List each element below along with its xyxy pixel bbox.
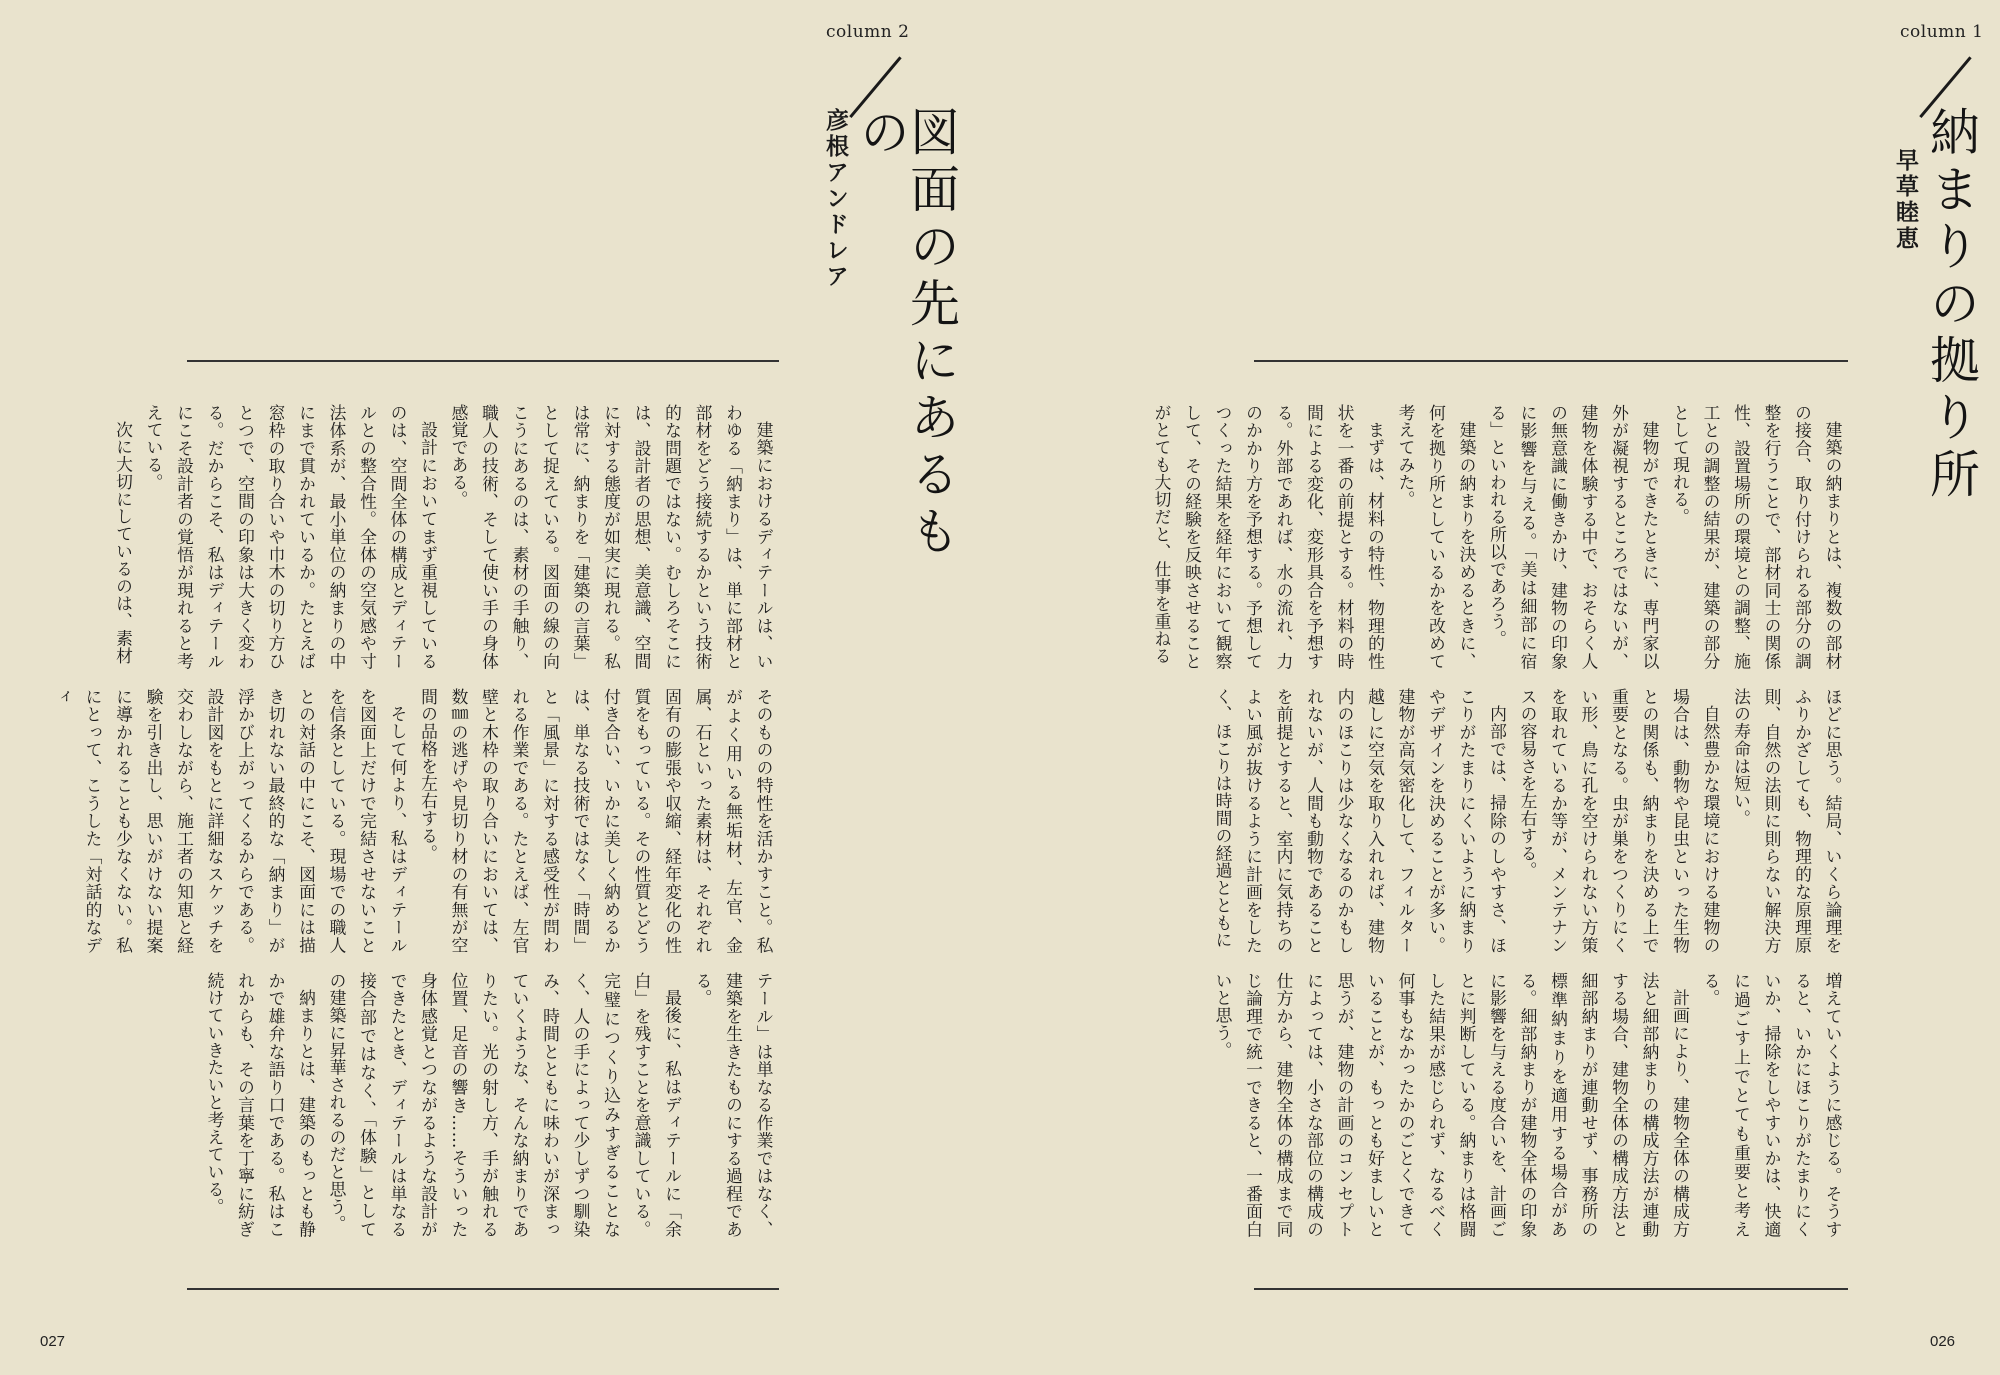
paragraph: 計画により、建物全体の構成方法と細部納まりの構成方法が連動する場合、建物全体の構成方法と細部納まりが連動せず、事務所の標準納まりを適用する場合がある。細部納まりが建物全体の印象に影響を与える度合いを、計画ごとに判断している。納まりは格闘した結果が感じられず、なるべく何事もなかったかのごとくできていることが、もっとも好ましいと思うが、建物の計画のコンセプトによっては、小さな部位の構成の仕方から、建物全体の構成まで同じ論理で統一できると、一番面白いと思う。 — [1213, 972, 1691, 1238]
column-title: 納まりの拠り所 — [1922, 106, 1980, 505]
paragraph: 設計においてまず重視しているのは、空間全体の構成とディテールとの整合性。全体の空気感や寸法体系が、最小単位の納まりの中にまで貫かれているか。たとえば窓枠の取り合いや巾木の切り方ひとつで、空間の印象は大きく変わる。だからこそ、私はディテールにこそ設計者の覚悟が現れると考えている。 — [144, 404, 439, 670]
paragraph: 内部では、掃除のしやすさ、ほこりがたまりにくいように納まりやデザインを決めることが多い。建物が高気密化して、フィルター越しに空気を取り入れれば、建物内のほこりは少なくなるのかもしれないが、人間も動物であることを前提とすると、室内に気持ちのよい風が抜けるように計画をしたく、ほこりは時間の経過とともに — [1213, 688, 1508, 954]
body-text-middle — [1213, 688, 1848, 954]
paragraph: そして何より、私はディテールを図面上だけで完結させないことを信条としている。現場での職人との対話の中にこそ、図面には描き切れない最終的な「納まり」が浮かび上がってくるからである。設計図をもとに詳細なスケッチを交わしながら、施工者の知恵と経験を引き出し、思いがけない提案に導かれることも少なくない。私にとって、こうした「対話的なディ — [52, 688, 408, 954]
body-text-middle — [52, 688, 779, 954]
page-number: 026 — [1930, 1333, 1956, 1350]
top-rule — [1254, 360, 1848, 362]
paragraph: 建物ができたときに、専門家以外が凝視するところではないが、建物を体験する中で、おそらく人の無意識に働きかけ、建物の印象に影響を与える。「美は細部に宿る」といわれる所以であろう。 — [1487, 404, 1660, 670]
paragraph: 自然豊かな環境における建物の場合は、動物や昆虫といった生物との関係も、納まりを決める上で重要となる。虫が巣をつくりにくい形、鳥に孔を空けられない方策を取れているか等が、メンテナンスの容易さを左右する。 — [1518, 688, 1721, 954]
column-title: 図面の先にあるもの — [852, 106, 960, 562]
column-label: column 2 — [826, 22, 910, 42]
paragraph: テール」は単なる作業ではなく、建築を生きたものにする過程である。 — [693, 972, 774, 1238]
body-text-top — [1152, 404, 1848, 670]
paragraph: 次に大切にしているのは、素材 — [113, 420, 134, 665]
paragraph: ほどに思う。結局、いくら論理をふりかざしても、物理的な原理原則、自然の法則に則らない解決方法の寿命は短い。 — [1731, 688, 1843, 954]
paragraph: 最後に、私はディテールに「余白」を残すことを意識している。完璧につくり込みすぎることなく、人の手によって少しずつ馴染み、時間とともに味わいが深まっていくような、そんな納まりでありたい。光の射し方、手が触れる位置、足音の響き……そういった身体感覚とつながるような設計ができたとき、ディテールは単なる接合部ではなく、「体験」としての建築に昇華されるのだと思う。 — [327, 972, 683, 1238]
body-text-top — [113, 404, 779, 670]
paragraph: 建築の納まりとは、複数の部材の接合、取り付けられる部分の調整を行うことで、部材同士の関係性、設置場所の環境との調整、施工との調整の結果が、建築の部分として現れる。 — [1670, 404, 1843, 670]
author-name: 彦根アンドレア — [822, 108, 848, 290]
paragraph: 納まりとは、建築のもっとも静かで雄弁な語り口である。私はこれからも、その言葉を丁寧に紡ぎ続けていきたいと考えている。 — [205, 972, 317, 1238]
paragraph: まずは、材料の特性、物理的性状を一番の前提とする。材料の時間による変化、変形具合を予想する。外部であれば、水の流れ、力のかかり方を予想する。予想してつくった結果を経年において観察して、その経験を反映させることがとても大切だと、仕事を重ねる — [1152, 404, 1386, 670]
column-label: column 1 — [1900, 22, 1984, 42]
paragraph: 増えていくように感じる。そうすると、いかにほこりがたまりにくいか、掃除をしやすいかは、快適に過ごす上でとても重要と考える。 — [1701, 972, 1843, 1238]
top-rule — [187, 360, 779, 362]
paragraph: そのものの特性を活かすこと。私がよく用いる無垢材、左官、金属、石といった素材は、それぞれ固有の膨張や収縮、経年変化の性質をもっている。その性質とどう付き合い、いかに美しく納めるかは、単なる技術ではなく「時間」と「風景」に対する感受性が問われる作業である。たとえば、左官壁と木枠の取り合いにおいては、数㎜の逃げや見切り材の有無が空間の品格を左右する。 — [418, 688, 774, 954]
author-name: 早草睦恵 — [1892, 148, 1918, 252]
body-text-bottom — [187, 972, 779, 1238]
bottom-rule — [1254, 1288, 1848, 1290]
bottom-rule — [187, 1288, 779, 1290]
paragraph: 建築におけるディテールは、いわゆる「納まり」は、単に部材と部材をどう接続するかという技術的な問題ではない。むしろそこには、設計者の思想、美意識、空間に対する態度が如実に現れる。私は常に、納まりを「建築の言葉」として捉えている。図面の線の向こうにあるのは、素材の手触り、職人の技術、そして使い手の身体感覚である。 — [449, 404, 774, 670]
body-text-bottom — [1213, 972, 1848, 1238]
paragraph: 建築の納まりを決めるときに、何を拠り所としているかを改めて考えてみた。 — [1396, 404, 1477, 670]
page-number: 027 — [40, 1333, 66, 1350]
